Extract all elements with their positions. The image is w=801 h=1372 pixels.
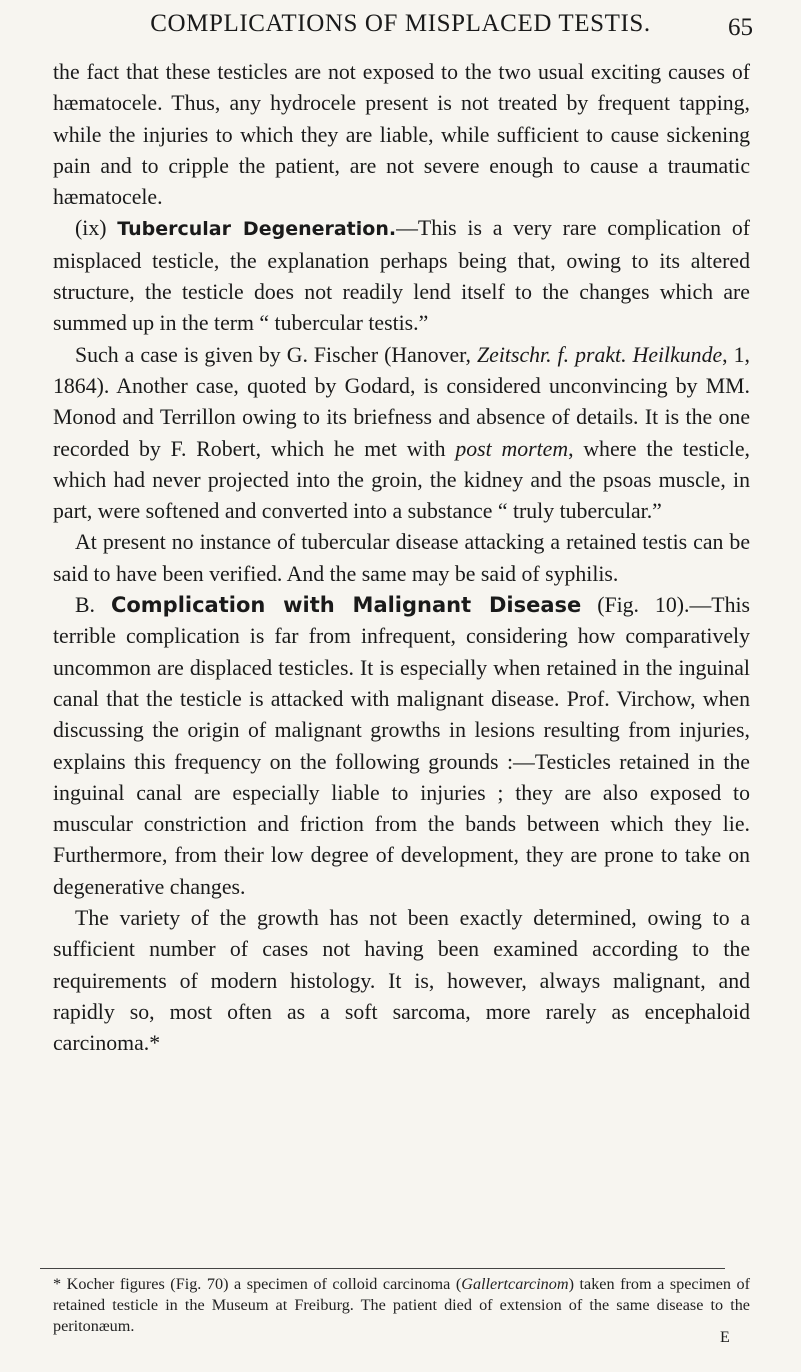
signature-mark: E: [720, 1329, 730, 1346]
paragraph-text: , where the testicle, which had never projected into the groin, the kidney and the psoas muscle, in part, were softened and converted into a substance “ truly tubercular.”: [53, 436, 750, 524]
paragraph-malignant: [53, 590, 750, 903]
latin-phrase: post mortem: [455, 436, 569, 461]
paragraph-text: Such a case is given by G. Fischer (Hanover,: [75, 342, 478, 367]
paragraph-fischer-case: [53, 340, 750, 528]
running-title: COMPLICATIONS OF MISPLACED TESTIS.: [150, 10, 651, 37]
paragraph-text: , 1, 1864). Another case, quoted by Godard, is considered unconvincing by MM. Monod and Terrillon owing to its briefness and absence of details. It is the one recorded by F. Robert, which he met with: [53, 342, 750, 461]
footnote-rule: [40, 1268, 725, 1269]
running-head: [40, 6, 761, 46]
section-label: (ix): [75, 216, 107, 241]
paragraph-haematocele: the fact that these testicles are not exposed to the two usual exciting causes of hæmatocele. Thus, any hydrocele present is not treated by frequent tapping, while the injuries to which they are liable, while sufficient to cause sickening pain and to cripple the patient, are not severe enough to cause a traumatic hæmatocele.: [53, 60, 750, 210]
section-label: B.: [75, 593, 95, 618]
paragraph-syphilis: At present no instance of tubercular disease attacking a retained testis can be said to have been verified. And the same may be said of syphilis.: [53, 530, 750, 586]
paragraph-text: —This terrible complication is far from infrequent, considering how comparatively uncommon are displaced testicles. It is especially when retained in the inguinal canal that the testicle is attacked with malignant disease. Prof. Virchow, when discussing the origin of malignant growths in lesions resulting from injuries, explains this frequency on the following grounds :—Testicles retained in the inguinal canal are especially liable to injuries ; they are also exposed to muscular constriction and friction from the bands between which they lie. Furthermore, from their low degree of development, they are prone to take on degenerative changes.: [53, 593, 751, 899]
journal-title: Zeitschr. f. prakt. Heilkunde: [477, 342, 723, 367]
figure-reference: (Fig. 10).: [597, 593, 690, 618]
footnote: [53, 1274, 750, 1337]
page-number: 65: [728, 14, 753, 41]
paragraph-text: —This is a very rare complication of misplaced testicle, the explanation perhaps being that, owing to its altered structure, the testicle does not readily lend itself to the changes which are summed up in the term “ tubercular testis.”: [53, 216, 750, 336]
body-text: [53, 57, 750, 1060]
paragraph-variety: The variety of the growth has not been exactly determined, owing to a sufficient number of cases not having been examined according to the requirements of modern histology. It is, however, always malignant, and rapidly so, most often as a soft sarcoma, more rarely as encephaloid carcinoma.*: [53, 906, 750, 1056]
paragraph-tubercular: [53, 213, 750, 339]
footnote-text: * Kocher figures (Fig. 70) a specimen of colloid carcinoma (: [53, 1275, 462, 1293]
footnote-text: ) taken from a specimen of retained testicle in the Museum at Freiburg. The patient died of extension of the same disease to the peritonæum.: [53, 1275, 750, 1335]
section-heading-malignant: Complication with Malignant Disease: [110, 593, 582, 618]
footnote-italic-term: Gallertcarcinom: [461, 1275, 569, 1293]
section-heading-tubercular: Tubercular Degeneration.: [117, 218, 397, 241]
